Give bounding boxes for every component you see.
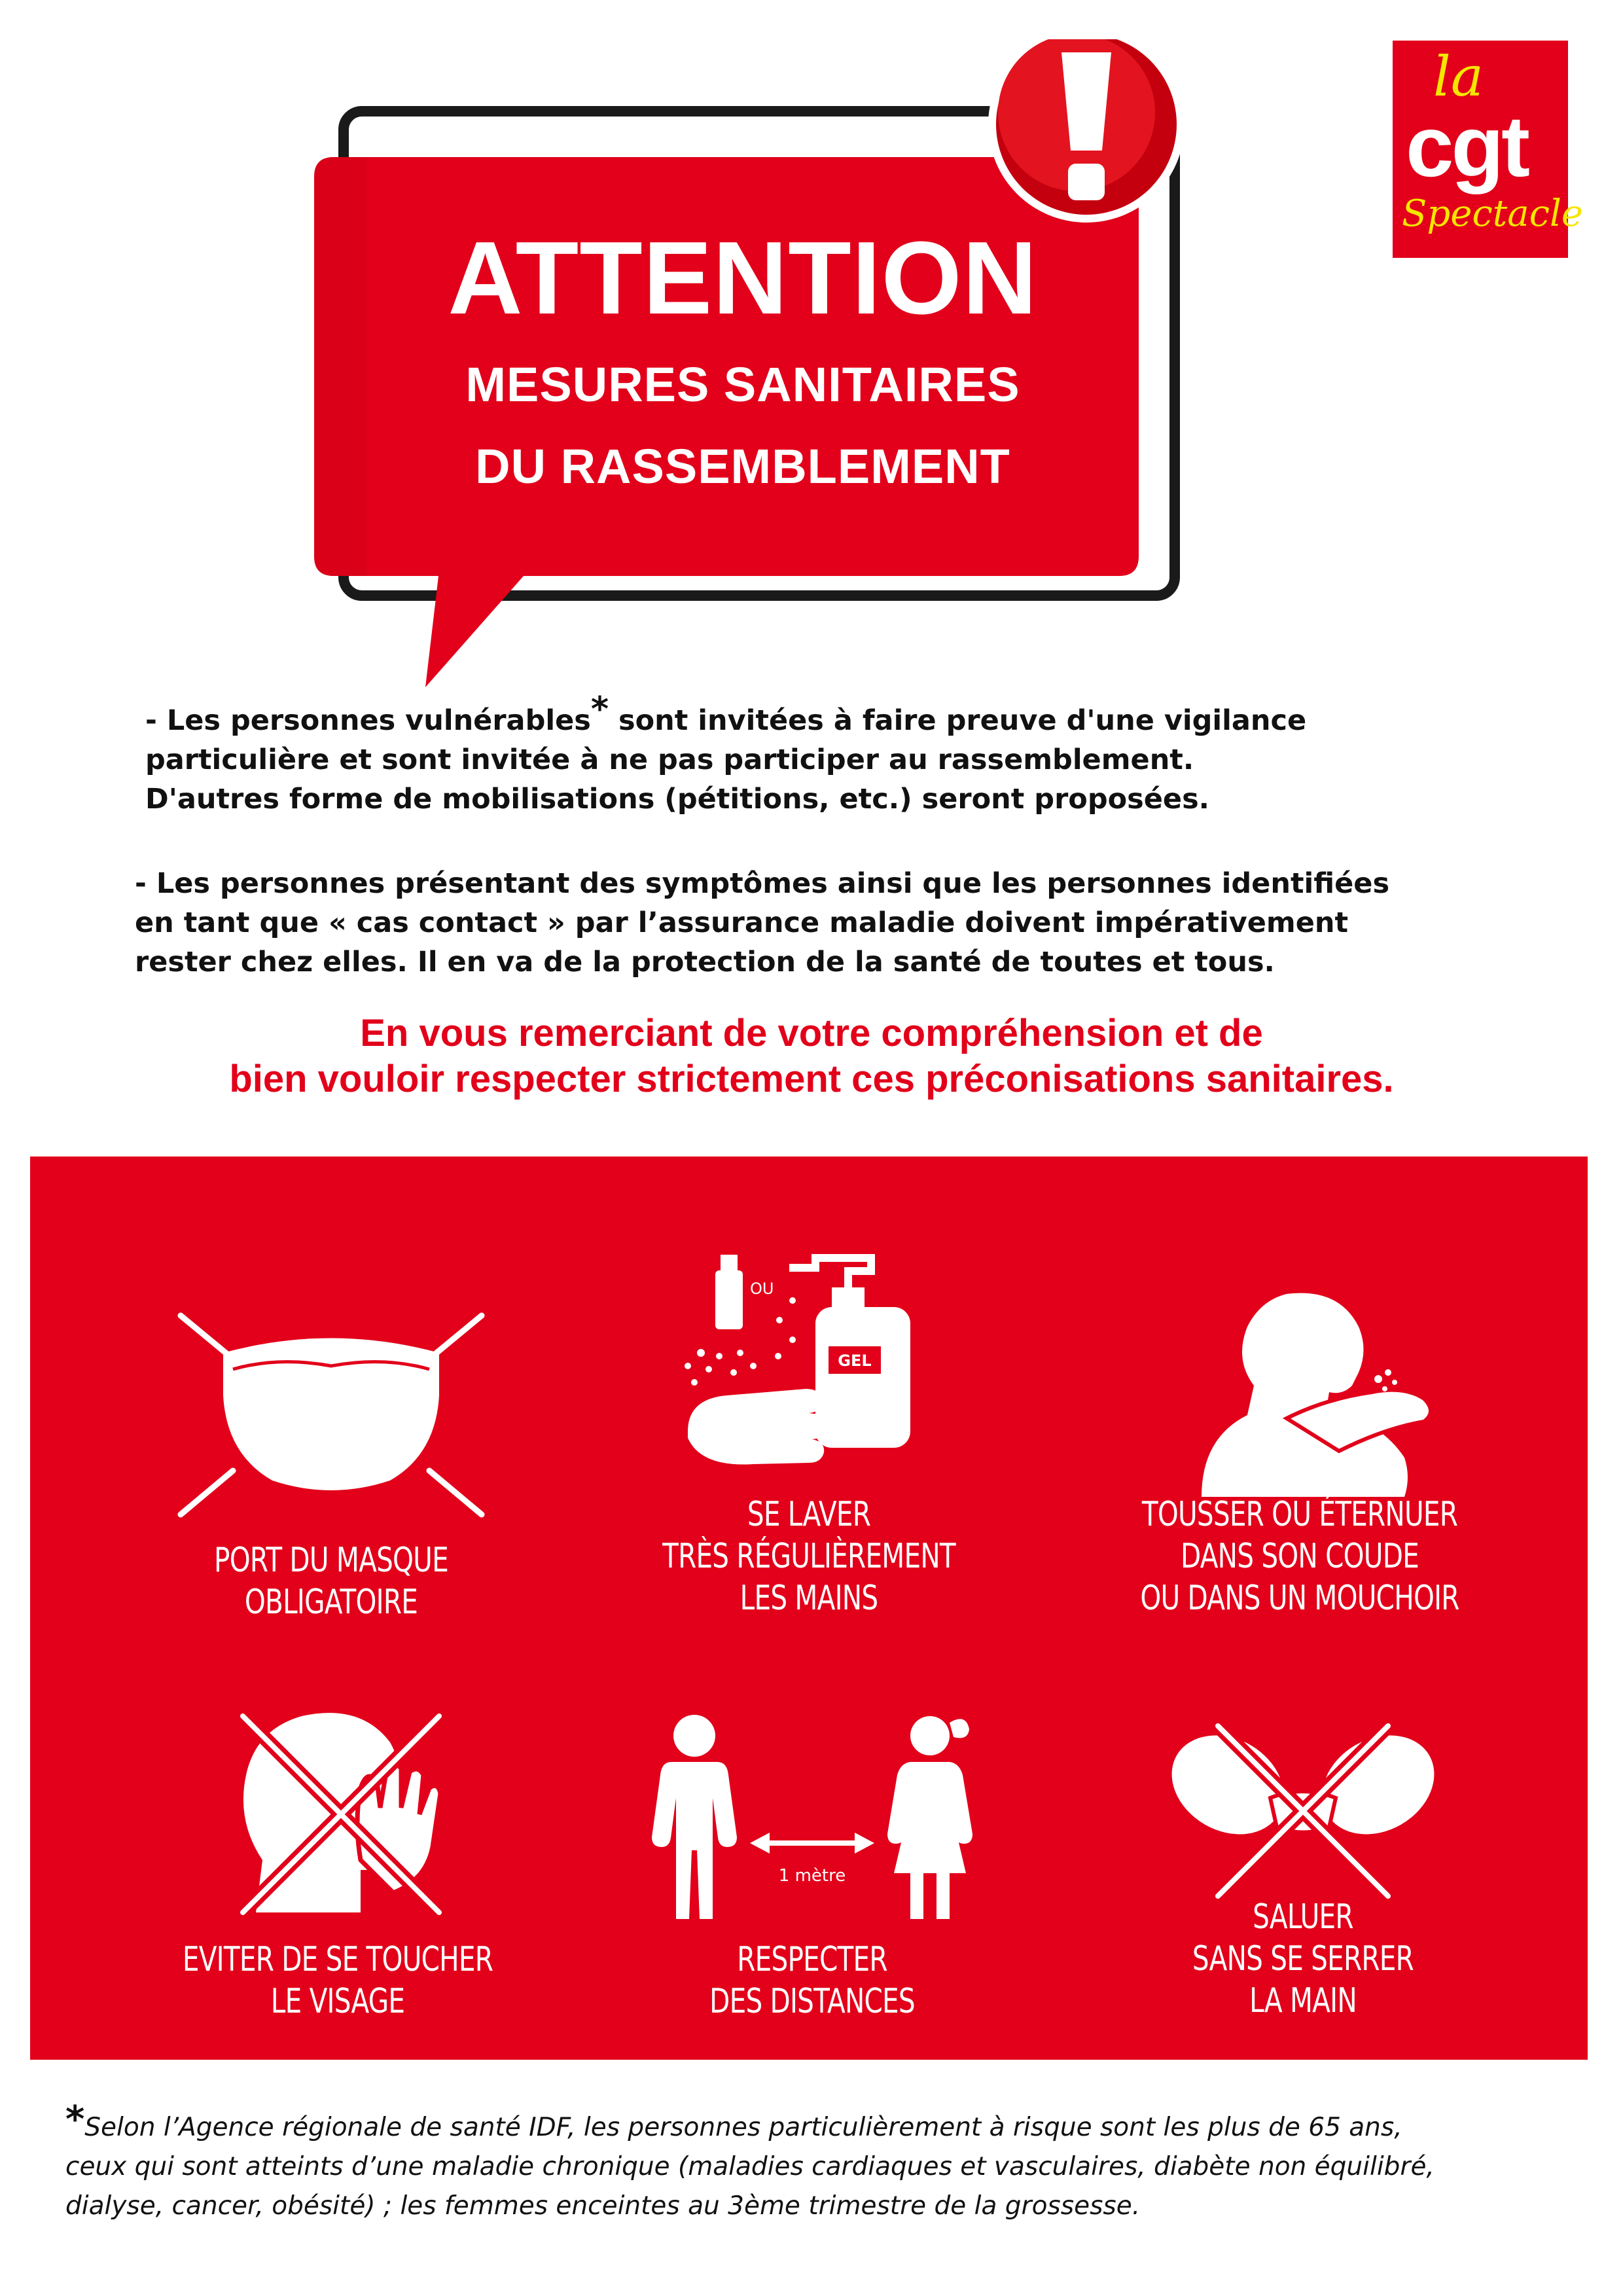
caption-distance-line1: RESPECTER bbox=[737, 1940, 887, 1979]
caption-mask bbox=[147, 1539, 515, 1623]
footnote-line1: Selon l’Agence régionale de santé IDF, les personnes particulièrement à risque sont les plus de 65 ans, bbox=[84, 2113, 1402, 2142]
cgt-spectacle-logo bbox=[1393, 41, 1584, 258]
exclamation-icon bbox=[1061, 52, 1111, 200]
caption-face-line2: LE VISAGE bbox=[270, 1982, 405, 2021]
footnote-line2: ceux qui sont atteints d’une maladie chronique (maladies cardiaques et vasculaires, diabète non équilibré, bbox=[65, 2152, 1435, 2181]
caption-wash-line1: SE LAVER bbox=[747, 1495, 871, 1534]
caption-cough-line1: TOUSSER OU ÉTERNUER bbox=[1141, 1495, 1458, 1534]
logo-la-text: la bbox=[1433, 45, 1484, 109]
caption-mask-line1: PORT DU MASQUE bbox=[214, 1541, 448, 1580]
caption-cough-line3: OU DANS UN MOUCHOIR bbox=[1140, 1579, 1459, 1618]
caption-cough bbox=[1116, 1494, 1484, 1619]
page-title: ATTENTION bbox=[448, 221, 1038, 336]
footnote-asterisk: * bbox=[65, 2098, 85, 2141]
measures-panel bbox=[30, 1157, 1588, 2060]
no-handshake-icon bbox=[1166, 1713, 1440, 1909]
caption-face bbox=[154, 1939, 522, 2022]
para1-line3: D'autres forme de mobilisations (pétitions, etc.) seront proposées. bbox=[145, 783, 1210, 816]
page-subtitle-line1: MESURES SANITAIRES bbox=[465, 357, 1020, 412]
caption-wash-line2: TRÈS RÉGULIÈREMENT bbox=[662, 1537, 955, 1576]
caption-handshake bbox=[1119, 1896, 1487, 2022]
gel-label: GEL bbox=[838, 1352, 872, 1370]
vulnerable-paragraph bbox=[145, 690, 1307, 819]
logo-cgt-text: cgt bbox=[1406, 98, 1527, 194]
caption-wash bbox=[625, 1494, 993, 1619]
caption-distance bbox=[628, 1939, 996, 2022]
distance-icon bbox=[642, 1710, 982, 1926]
no-face-touch-icon bbox=[230, 1703, 452, 1926]
caption-wash-line3: LES MAINS bbox=[740, 1579, 878, 1618]
caption-face-line1: EVITER DE SE TOUCHER bbox=[182, 1940, 493, 1979]
caption-distance-line2: DES DISTANCES bbox=[709, 1982, 915, 2021]
page-subtitle-line2: DU RASSEMBLEMENT bbox=[475, 439, 1010, 493]
symptoms-paragraph bbox=[135, 864, 1389, 982]
footnote bbox=[65, 2098, 1584, 2226]
para2-line3: rester chez elles. Il en va de la protection de la santé de toutes et tous. bbox=[135, 946, 1275, 978]
caption-handshake-line1: SALUER bbox=[1253, 1897, 1353, 1937]
caption-cough-line2: DANS SON COUDE bbox=[1180, 1537, 1419, 1576]
para2-line2: en tant que « cas contact » par l’assurance maladie doivent impérativement bbox=[135, 906, 1349, 939]
mask-icon bbox=[161, 1304, 501, 1526]
thanks-line2: bien vouloir respecter strictement ces préconisations sanitaires. bbox=[229, 1058, 1394, 1100]
hand-wash-icon bbox=[675, 1242, 956, 1484]
distance-label: 1 mètre bbox=[778, 1866, 846, 1886]
logo-spectacle-text: Spectacle bbox=[1402, 192, 1584, 235]
caption-handshake-line3: LA MAIN bbox=[1249, 1981, 1357, 2020]
para1-line1-start: - Les personnes vulnérables bbox=[145, 704, 591, 737]
para2-line1: - Les personnes présentant des symptômes ainsi que les personnes identifiées bbox=[135, 867, 1390, 900]
thanks-line1: En vous remerciant de votre compréhension et de bbox=[360, 1012, 1263, 1054]
footnote-line3: dialyse, cancer, obésité) ; les femmes enceintes au 3ème trimestre de la grossesse. bbox=[65, 2191, 1141, 2221]
cough-elbow-icon bbox=[1188, 1287, 1463, 1497]
footnote-star: * bbox=[590, 690, 609, 729]
para1-line2: particulière et sont invitée à ne pas participer au rassemblement. bbox=[145, 744, 1194, 776]
para1-line1-end: sont invitées à faire preuve d'une vigilance bbox=[609, 704, 1307, 737]
ou-label: OU bbox=[750, 1280, 774, 1298]
caption-handshake-line2: SANS SE SERRER bbox=[1192, 1939, 1414, 1979]
caption-mask-line2: OBLIGATOIRE bbox=[244, 1583, 418, 1622]
